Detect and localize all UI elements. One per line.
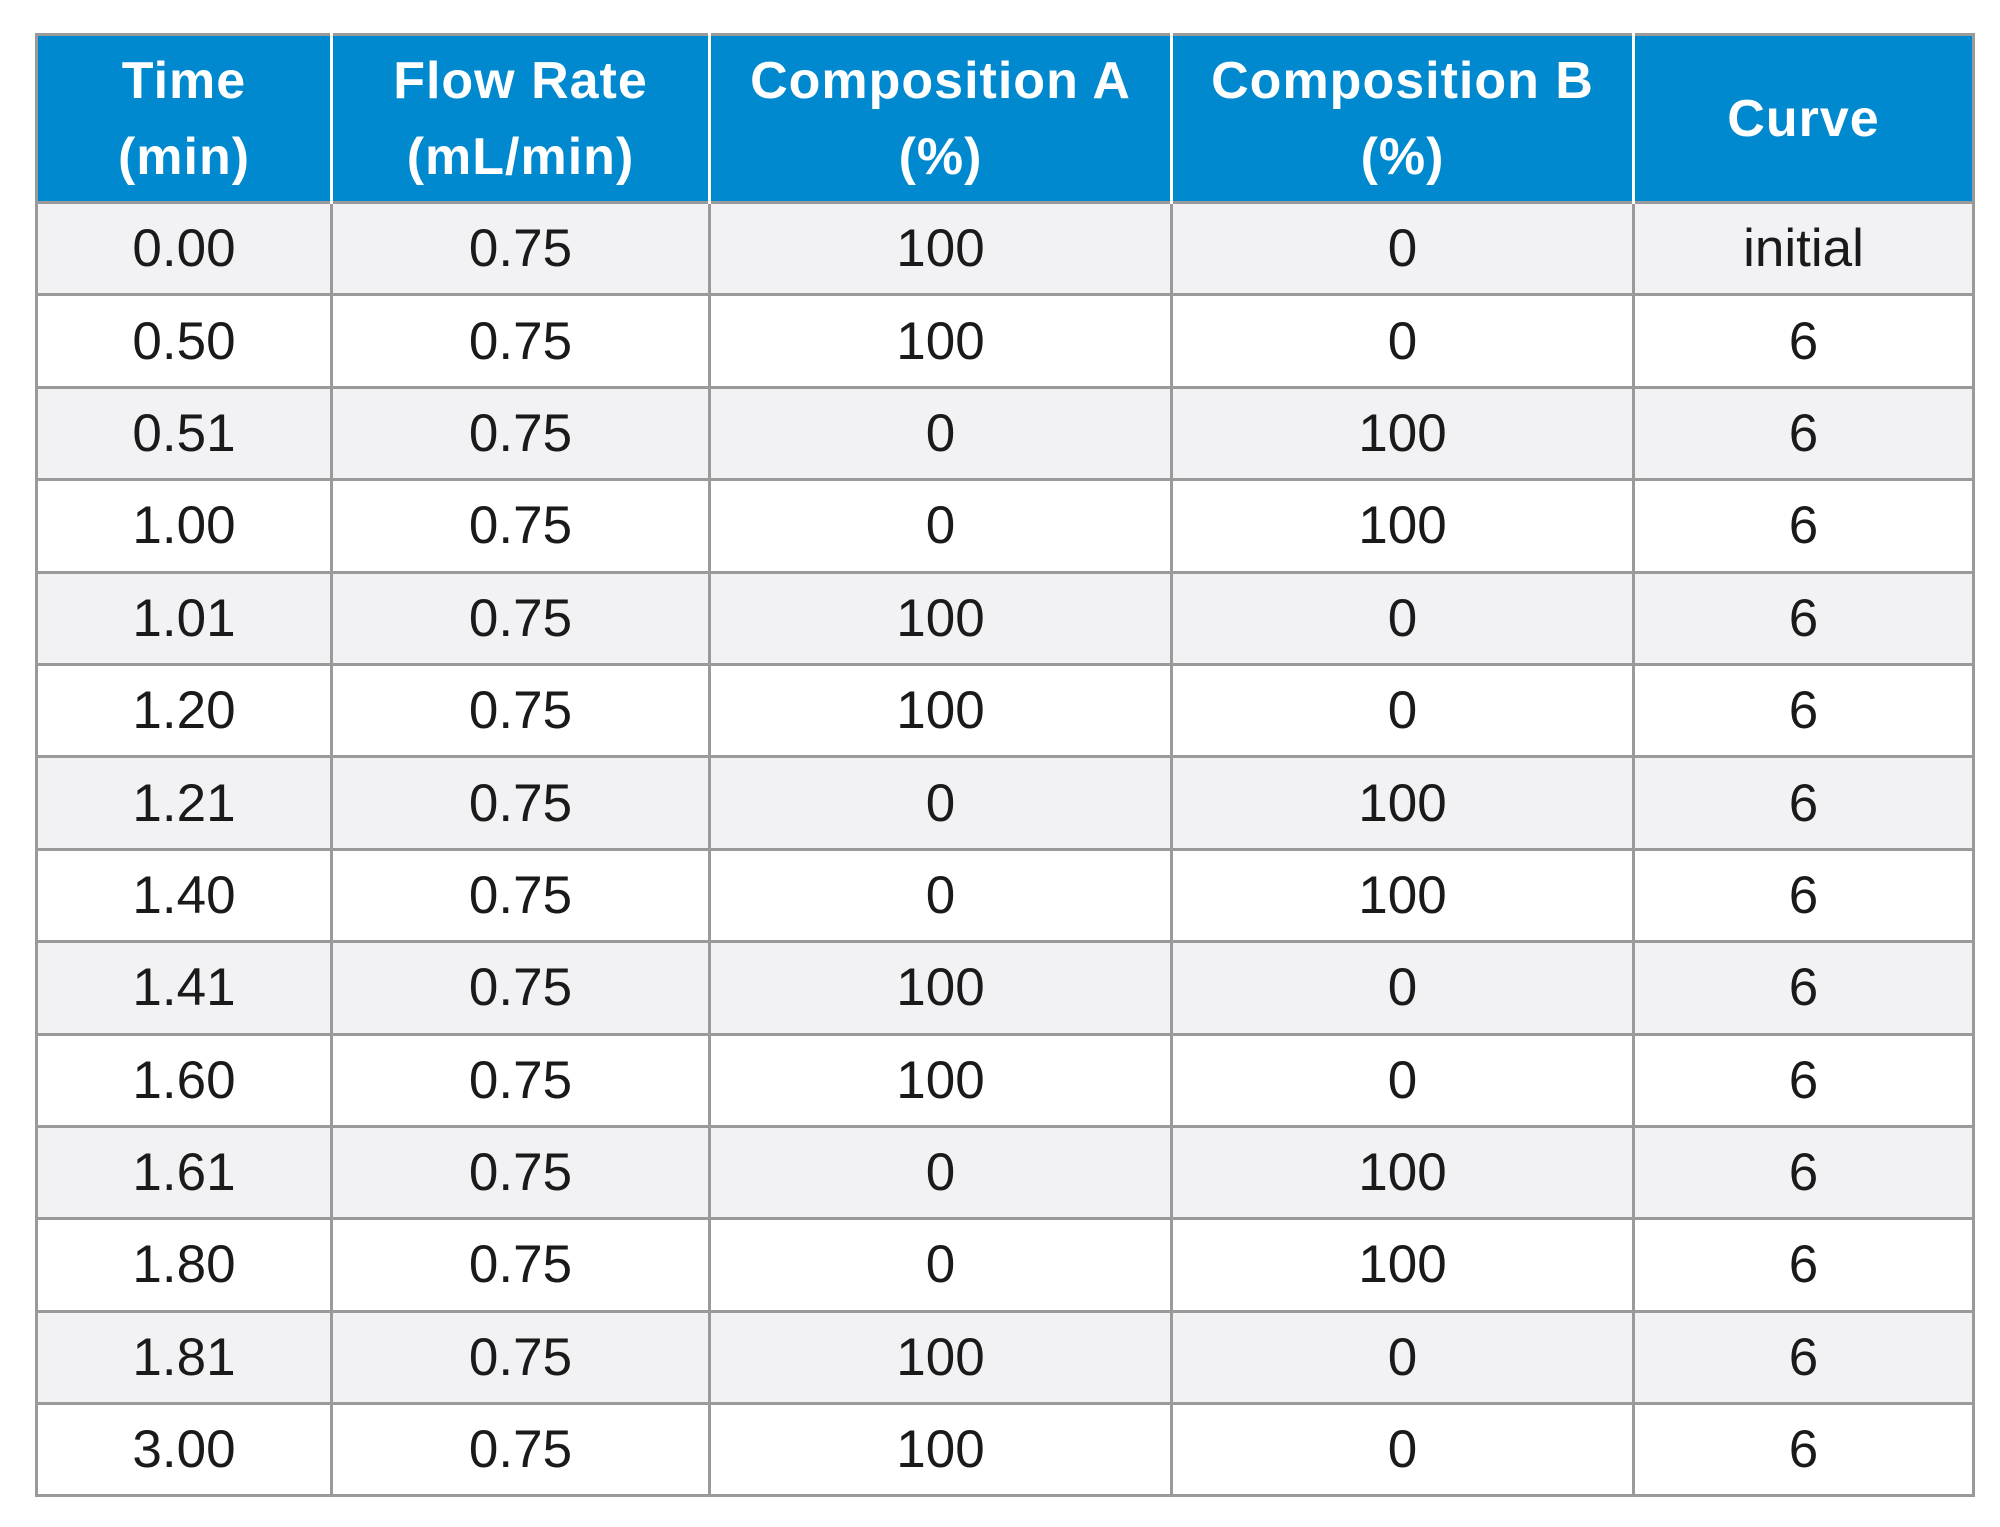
table-row: [37, 1034, 1974, 1126]
table-row: [37, 757, 1974, 849]
header-composition-b: [1172, 35, 1634, 203]
header-time-label: Time: [121, 51, 247, 110]
table-row: [37, 480, 1974, 572]
cell-curve: 6: [1634, 1034, 1974, 1126]
cell-time: 1.00: [37, 480, 332, 572]
table-row: [37, 849, 1974, 941]
cell-time: 1.61: [37, 1126, 332, 1218]
header-curve: [1634, 35, 1974, 203]
cell-composition-a: 0: [710, 757, 1172, 849]
cell-composition-a: 100: [710, 1311, 1172, 1403]
cell-flow-rate: 0.75: [332, 295, 710, 387]
cell-flow-rate: 0.75: [332, 1219, 710, 1311]
table-row: [37, 664, 1974, 756]
cell-time: 1.41: [37, 942, 332, 1034]
cell-time: 0.00: [37, 203, 332, 295]
cell-flow-rate: 0.75: [332, 1034, 710, 1126]
header-flow-rate-label: Flow Rate: [393, 51, 648, 110]
cell-curve: 6: [1634, 387, 1974, 479]
cell-composition-a: 100: [710, 572, 1172, 664]
header-flow-rate-unit: (mL/min): [406, 127, 635, 186]
header-time-unit: (min): [117, 127, 251, 186]
cell-time: 1.01: [37, 572, 332, 664]
cell-flow-rate: 0.75: [332, 387, 710, 479]
cell-composition-a: 0: [710, 849, 1172, 941]
cell-composition-b: 100: [1172, 387, 1634, 479]
cell-flow-rate: 0.75: [332, 1126, 710, 1218]
cell-composition-b: 100: [1172, 1219, 1634, 1311]
cell-flow-rate: 0.75: [332, 1311, 710, 1403]
cell-composition-b: 0: [1172, 295, 1634, 387]
cell-flow-rate: 0.75: [332, 480, 710, 572]
header-composition-a-label: Composition A: [750, 51, 1131, 110]
table-row: [37, 942, 1974, 1034]
cell-curve: 6: [1634, 1126, 1974, 1218]
cell-time: 1.20: [37, 664, 332, 756]
cell-composition-b: 0: [1172, 942, 1634, 1034]
cell-composition-b: 0: [1172, 1034, 1634, 1126]
cell-flow-rate: 0.75: [332, 942, 710, 1034]
cell-curve: 6: [1634, 295, 1974, 387]
cell-composition-b: 100: [1172, 1126, 1634, 1218]
cell-flow-rate: 0.75: [332, 203, 710, 295]
table-row: [37, 1404, 1974, 1496]
cell-flow-rate: 0.75: [332, 757, 710, 849]
cell-composition-a: 100: [710, 942, 1172, 1034]
cell-composition-a: 100: [710, 1404, 1172, 1496]
cell-time: 3.00: [37, 1404, 332, 1496]
cell-curve: 6: [1634, 849, 1974, 941]
header-composition-b-label: Composition B: [1211, 51, 1594, 110]
cell-flow-rate: 0.75: [332, 572, 710, 664]
table-row: [37, 1311, 1974, 1403]
cell-composition-a: 0: [710, 1219, 1172, 1311]
cell-time: 0.50: [37, 295, 332, 387]
gradient-table: [35, 33, 1975, 1497]
cell-composition-b: 100: [1172, 849, 1634, 941]
table-row: [37, 203, 1974, 295]
cell-composition-b: 0: [1172, 1404, 1634, 1496]
header-time: [37, 35, 332, 203]
cell-composition-b: 100: [1172, 480, 1634, 572]
cell-composition-a: 100: [710, 295, 1172, 387]
cell-time: 1.80: [37, 1219, 332, 1311]
table-row: [37, 1126, 1974, 1218]
table-row: [37, 387, 1974, 479]
header-flow-rate: [332, 35, 710, 203]
cell-composition-a: 0: [710, 387, 1172, 479]
header-composition-a-unit: (%): [898, 127, 983, 186]
table-row: [37, 1219, 1974, 1311]
cell-curve: 6: [1634, 572, 1974, 664]
cell-composition-b: 100: [1172, 757, 1634, 849]
cell-composition-b: 0: [1172, 1311, 1634, 1403]
cell-flow-rate: 0.75: [332, 849, 710, 941]
header-curve-label: Curve: [1727, 89, 1880, 148]
cell-curve: 6: [1634, 1219, 1974, 1311]
cell-composition-a: 100: [710, 664, 1172, 756]
cell-curve: initial: [1634, 203, 1974, 295]
cell-flow-rate: 0.75: [332, 664, 710, 756]
table-body: [37, 203, 1974, 1496]
cell-composition-a: 0: [710, 1126, 1172, 1218]
cell-curve: 6: [1634, 942, 1974, 1034]
cell-time: 1.60: [37, 1034, 332, 1126]
cell-flow-rate: 0.75: [332, 1404, 710, 1496]
cell-time: 0.51: [37, 387, 332, 479]
header-row: [37, 35, 1974, 203]
cell-composition-b: 0: [1172, 664, 1634, 756]
cell-composition-b: 0: [1172, 203, 1634, 295]
table-row: [37, 572, 1974, 664]
cell-composition-a: 100: [710, 203, 1172, 295]
cell-curve: 6: [1634, 664, 1974, 756]
cell-time: 1.40: [37, 849, 332, 941]
cell-curve: 6: [1634, 1404, 1974, 1496]
cell-curve: 6: [1634, 1311, 1974, 1403]
table-row: [37, 295, 1974, 387]
cell-curve: 6: [1634, 757, 1974, 849]
table-header: [37, 35, 1974, 203]
cell-curve: 6: [1634, 480, 1974, 572]
cell-time: 1.81: [37, 1311, 332, 1403]
header-composition-a: [710, 35, 1172, 203]
cell-time: 1.21: [37, 757, 332, 849]
cell-composition-a: 100: [710, 1034, 1172, 1126]
cell-composition-a: 0: [710, 480, 1172, 572]
cell-composition-b: 0: [1172, 572, 1634, 664]
header-composition-b-unit: (%): [1360, 127, 1445, 186]
